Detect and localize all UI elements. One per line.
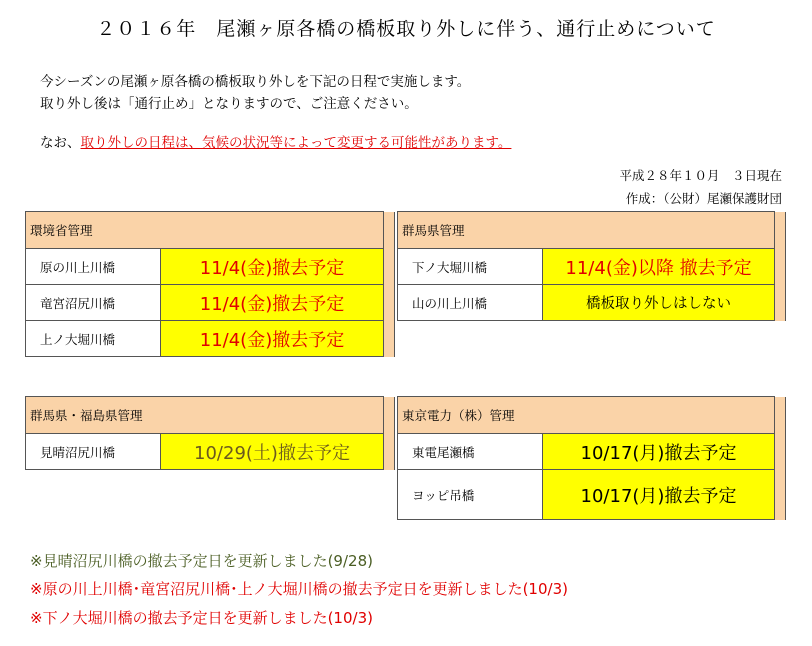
update-note-2: ※原の川上川橋･竜宮沼尻川橋･上ノ大堀川橋の撤去予定日を更新しました(10/3) <box>30 580 568 598</box>
bridge-name: 竜宮沼尻川橋 <box>26 285 161 321</box>
page-title: ２０１６年 尾瀬ヶ原各橋の橋板取り外しに伴う、通行止めについて <box>96 18 716 40</box>
tepco-block <box>397 396 786 520</box>
block-margin <box>384 397 395 470</box>
table-row <box>398 285 786 321</box>
bridge-name: 原の川上川橋 <box>26 249 161 285</box>
bridge-name: ヨッピ吊橋 <box>398 470 543 520</box>
table-row <box>26 434 395 470</box>
block-header: 群馬県管理 <box>398 212 775 249</box>
block-margin <box>384 212 395 357</box>
as-of-date: 平成２８年１０月 ３日現在 <box>619 168 782 183</box>
removal-status: 10/29(土)撤去予定 <box>161 434 384 470</box>
bridge-name: 山の川上川橋 <box>398 285 543 321</box>
intro-line-3 <box>40 131 511 151</box>
block-header: 群馬県・福島県管理 <box>26 397 384 434</box>
intro-line-1: 今シーズンの尾瀬ヶ原各橋の橋板取り外しを下記の日程で実施します。 <box>40 74 471 90</box>
table-row <box>26 321 395 357</box>
removal-status: 10/17(月)撤去予定 <box>543 434 775 470</box>
gunma-fukushima-block <box>25 396 395 470</box>
removal-status: 10/17(月)撤去予定 <box>543 470 775 520</box>
block-margin <box>775 212 786 321</box>
update-note-1: ※見晴沼尻川橋の撤去予定日を更新しました(9/28) <box>30 552 373 570</box>
table-row <box>26 249 395 285</box>
removal-status: 11/4(金)撤去予定 <box>161 285 384 321</box>
block-margin <box>775 397 786 520</box>
intro-line-2: 取り外し後は「通行止め」となりますので、ご注意ください。 <box>40 96 418 112</box>
removal-status: 11/4(金)撤去予定 <box>161 249 384 285</box>
removal-status: 11/4(金)撤去予定 <box>161 321 384 357</box>
update-note-3: ※下ノ大堀川橋の撤去予定日を更新しました(10/3) <box>30 609 373 627</box>
intro-prefix: なお、 <box>40 135 81 151</box>
bridge-name: 東電尾瀬橋 <box>398 434 543 470</box>
table-row <box>398 434 786 470</box>
schedule-change-notice: 取り外しの日程は、気候の状況等によって変更する可能性があります。 <box>80 135 512 151</box>
table-row <box>26 285 395 321</box>
block-header: 東京電力（株）管理 <box>398 397 775 434</box>
bridge-name: 下ノ大堀川橋 <box>398 249 543 285</box>
table-row <box>398 249 786 285</box>
kankyo-block <box>25 211 395 357</box>
author-credit: 作成：（公財）尾瀬保護財団 <box>625 191 782 206</box>
table-row <box>398 470 786 520</box>
block-header: 環境省管理 <box>26 212 384 249</box>
gunma-block <box>397 211 786 321</box>
bridge-name: 見晴沼尻川橋 <box>26 434 161 470</box>
bridge-name: 上ノ大堀川橋 <box>26 321 161 357</box>
removal-status: 橋板取り外しはしない <box>543 285 775 321</box>
removal-status: 11/4(金)以降 撤去予定 <box>543 249 775 285</box>
